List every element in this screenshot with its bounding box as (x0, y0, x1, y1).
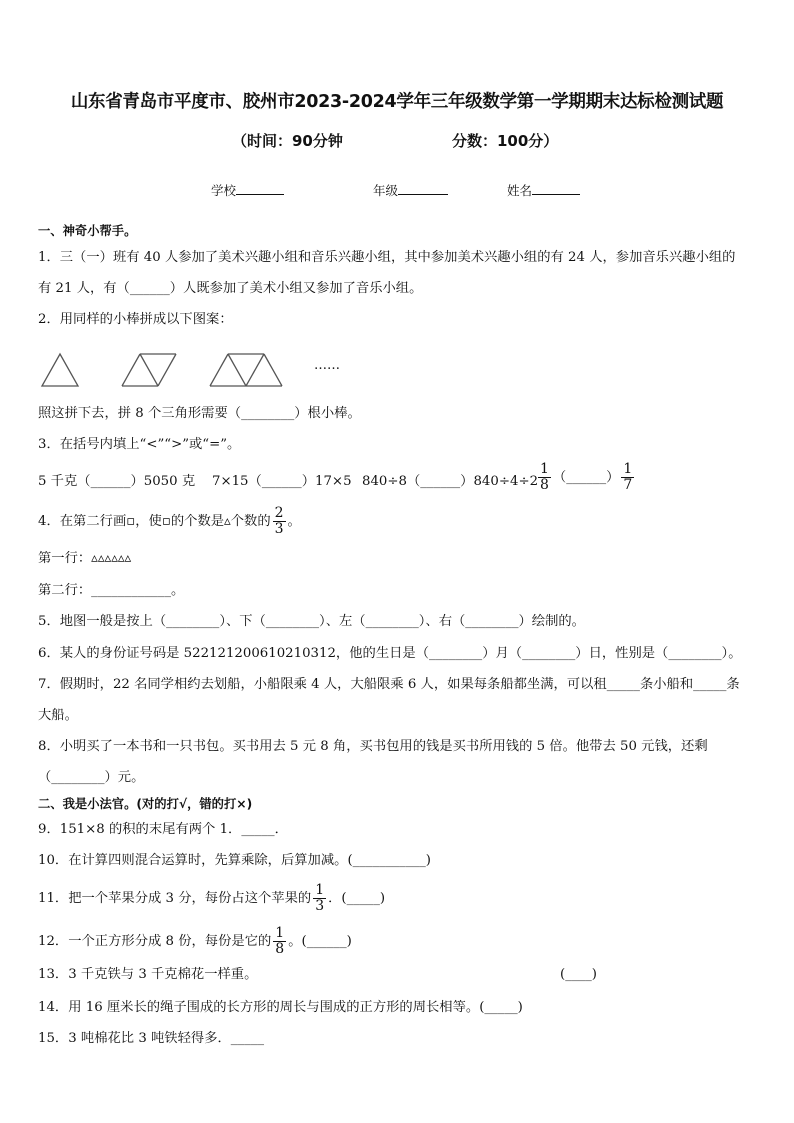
question-1-line-1: 1．三（一）班有 40 人参加了美术兴趣小组和音乐兴趣小组，其中参加美术兴趣小组的有 24 人，参加音乐兴趣小组的 (38, 250, 736, 265)
denominator: 8 (275, 941, 285, 957)
name-label: 姓名 (507, 183, 533, 198)
pattern-ellipsis: …… (314, 358, 340, 373)
section-2-title: 二、我是小法官。(对的打√，错的打×) (38, 797, 253, 811)
fraction-one-seventh (621, 462, 634, 493)
denominator: 3 (315, 898, 325, 914)
question-13-text: 13．3 千克铁与 3 千克棉花一样重。 (38, 967, 258, 982)
question-4-row-1: 第一行：▵▵▵▵▵▵ (38, 551, 132, 566)
school-field (211, 181, 284, 199)
triangle-pattern-1 (42, 354, 78, 386)
numerator: 2 (274, 505, 284, 521)
question-5: 5．地图一般是按上（________）、下（________）、左（________）、右（________）绘制的。 (38, 614, 585, 629)
question-4-end: 。 (287, 514, 301, 529)
question-10: 10．在计算四则混合运算时，先算乘除，后算加减。(___________) (38, 853, 431, 868)
school-label: 学校 (211, 183, 237, 198)
question-12-text: 12．一个正方形分成 8 份，每份是它的 (38, 934, 272, 949)
question-7-line-2: 大船。 (38, 708, 78, 723)
question-12-end[interactable]: 。(______) (288, 934, 352, 949)
numerator: 1 (540, 461, 549, 477)
fraction-one-eighth (538, 462, 551, 493)
grade-label: 年级 (373, 183, 399, 198)
question-1-line-2 (38, 280, 422, 298)
exam-time: （时间：90分钟 (232, 132, 343, 150)
question-1-blank[interactable]: ______ (129, 281, 170, 296)
question-11 (38, 883, 385, 914)
fraction-one-eighth-q12 (273, 926, 286, 957)
question-7-line-1: 7．假期时，22 名同学相约去划船，小船限乘 4 人，大船限乘 6 人，如果每条船都坐满，可以租_____条小船和_____条 (38, 677, 740, 692)
question-14: 14．用 16 厘米长的绳子围成的长方形的周长与围成的正方形的周长相等。(_____) (38, 1000, 523, 1015)
question-4-row-2[interactable]: 第二行：____________。 (38, 583, 185, 598)
question-13-blank[interactable]: (____) (560, 967, 597, 982)
question-2-text: 2．用同样的小棒拼成以下图案： (38, 312, 233, 327)
question-4-text: 4．在第二行画▫，使▫的个数是▵个数的 (38, 514, 271, 529)
denominator: 7 (623, 477, 633, 493)
question-3-item-b: 7×15（______）17×5 (212, 474, 352, 489)
triangle-pattern-figure (38, 350, 348, 390)
question-11-text: 11．把一个苹果分成 3 分，每份占这个苹果的 (38, 891, 312, 906)
question-9: 9．151×8 的积的末尾有两个 1．_____． (38, 822, 288, 837)
question-8-line-2: （________）元。 (38, 770, 145, 785)
question-8-line-1: 8．小明买了一本书和一只书包。买书用去 5 元 8 角，买书包用的钱是买书所用钱的 5 倍。他带去 50 元钱，还剩 (38, 739, 708, 754)
numerator: 1 (315, 882, 325, 898)
denominator: 3 (274, 521, 284, 537)
triangle-pattern-3 (210, 354, 282, 386)
question-3-item-d (536, 462, 636, 493)
question-2-answer-line: 照这拼下去，拼 8 个三角形需要（________）根小棒。 (38, 406, 361, 421)
question-3-item-a: 5 千克（______）5050 克 (38, 474, 196, 489)
numerator: 1 (623, 461, 633, 477)
grade-blank[interactable] (398, 182, 448, 195)
question-6: 6．某人的身份证号码是 522121200610210312，他的生日是（________）月（________）日，性别是（________）。 (38, 646, 742, 661)
numerator: 1 (275, 925, 285, 941)
name-blank[interactable] (532, 182, 580, 195)
exam-title: 山东省青岛市平度市、胶州市2023-2024学年三年级数学第一学期期末达标检测试题 (70, 92, 724, 112)
question-3-text: 3．在括号内填上“<”“>”或“=”。 (38, 437, 241, 452)
fraction-one-third (313, 883, 326, 914)
question-3-item-c: 840÷8（______）840÷4÷2 (362, 474, 539, 489)
question-3-item-d-blank[interactable]: （______） (552, 470, 620, 485)
fraction-two-thirds (273, 506, 286, 537)
question-4-line (38, 506, 301, 537)
question-1-text-a: 有 21 人，有（ (38, 281, 130, 296)
school-blank[interactable] (236, 182, 284, 195)
denominator: 8 (540, 477, 549, 493)
section-1-title: 一、神奇小帮手。 (38, 224, 137, 238)
question-11-end[interactable]: ．(_____) (328, 891, 386, 906)
grade-field (373, 181, 448, 199)
question-15: 15．3 吨棉花比 3 吨铁轻得多．_____ (38, 1031, 265, 1046)
triangle-pattern-2 (122, 354, 176, 386)
question-1-text-b: ）人既参加了美术小组又参加了音乐小组。 (169, 281, 423, 296)
name-field (507, 181, 580, 199)
question-12 (38, 926, 352, 957)
exam-score: 分数：100分） (452, 132, 559, 150)
